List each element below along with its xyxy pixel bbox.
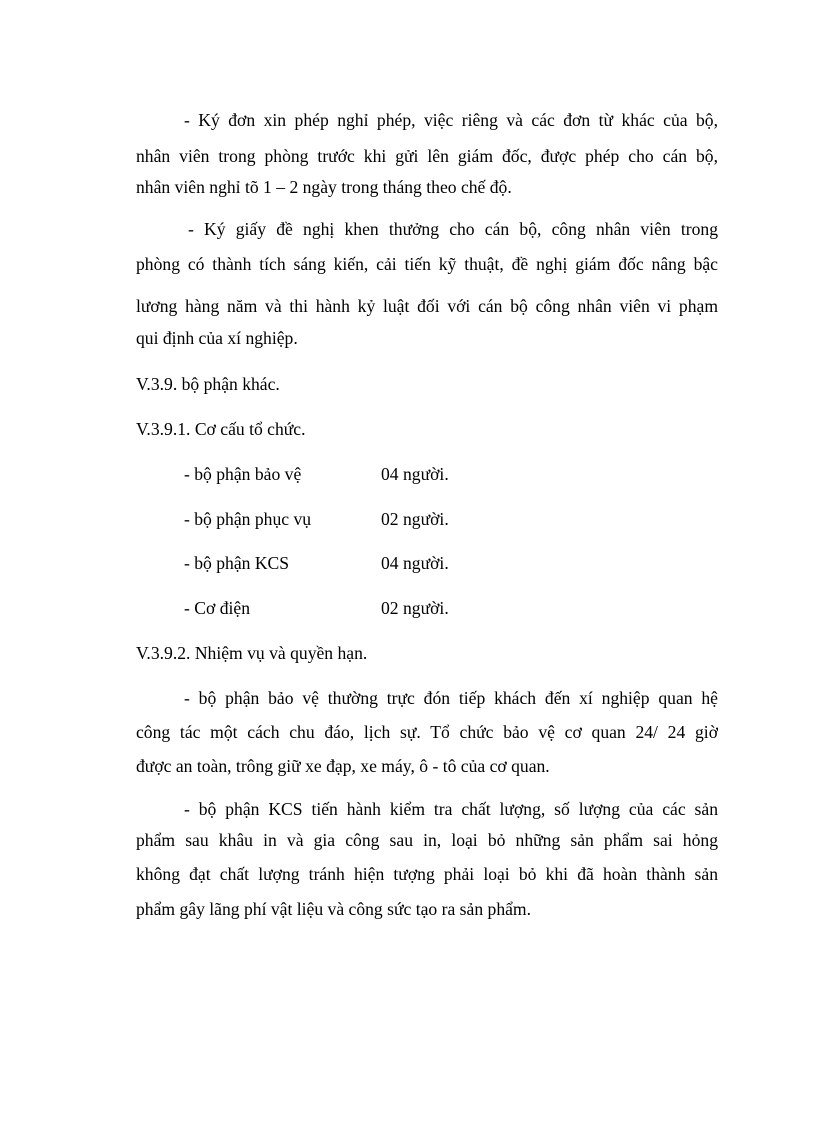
staff-department: - bộ phận bảo vệ bbox=[184, 464, 302, 484]
staff-row bbox=[184, 597, 604, 619]
paragraph-line: không đạt chất lượng tránh hiện tượng phải loại bỏ khi đã hoàn thành sản bbox=[136, 864, 718, 884]
staff-count: 04 người. bbox=[381, 464, 449, 484]
paragraph-line: phẩm sau khâu in và gia công sau in, loại bỏ những sản phẩm sai hỏng bbox=[136, 830, 718, 850]
paragraph-line: phẩm gây lãng phí vật liệu và công sức tạo ra sản phẩm. bbox=[136, 899, 532, 919]
paragraph-line: công tác một cách chu đáo, lịch sự. Tổ chức bảo vệ cơ quan 24/ 24 giờ bbox=[136, 722, 718, 742]
paragraph-line: - Ký đơn xin phép nghỉ phép, việc riêng và các đơn từ khác của bộ, bbox=[184, 110, 718, 130]
paragraph-line: - bộ phận KCS tiến hành kiểm tra chất lượng, số lượng của các sản bbox=[184, 799, 718, 819]
staff-row bbox=[184, 552, 604, 574]
paragraph-line: - Ký giấy đề nghị khen thưởng cho cán bộ, công nhân viên trong bbox=[188, 219, 718, 239]
subsection-heading: V.3.9.2. Nhiệm vụ và quyền hạn. bbox=[136, 643, 368, 663]
staff-department: - bộ phận phục vụ bbox=[184, 509, 312, 529]
section-heading: V.3.9. bộ phận khác. bbox=[136, 374, 280, 394]
paragraph-line: nhân viên nghỉ tõ 1 – 2 ngày trong tháng theo chế độ. bbox=[136, 177, 512, 197]
paragraph-line: - bộ phận bảo vệ thường trực đón tiếp khách đến xí nghiệp quan hệ bbox=[184, 688, 718, 708]
staff-count: 02 người. bbox=[381, 598, 449, 618]
paragraph-line: lương hàng năm và thi hành kỷ luật đối với cán bộ công nhân viên vi phạm bbox=[136, 296, 718, 316]
paragraph-line: qui định của xí nghiệp. bbox=[136, 328, 298, 348]
staff-department: - bộ phận KCS bbox=[184, 553, 290, 573]
staff-row bbox=[184, 508, 604, 530]
staff-department: - Cơ điện bbox=[184, 598, 250, 618]
paragraph-line: phòng có thành tích sáng kiến, cải tiến kỹ thuật, đề nghị giám đốc nâng bậc bbox=[136, 254, 718, 274]
staff-count: 04 người. bbox=[381, 553, 449, 573]
subsection-heading: V.3.9.1. Cơ cấu tổ chức. bbox=[136, 419, 306, 439]
staff-row bbox=[184, 463, 604, 485]
paragraph-line: được an toàn, trông giữ xe đạp, xe máy, ô - tô của cơ quan. bbox=[136, 756, 550, 776]
paragraph-line: nhân viên trong phòng trước khi gửi lên giám đốc, được phép cho cán bộ, bbox=[136, 146, 718, 166]
staff-count: 02 người. bbox=[381, 509, 449, 529]
